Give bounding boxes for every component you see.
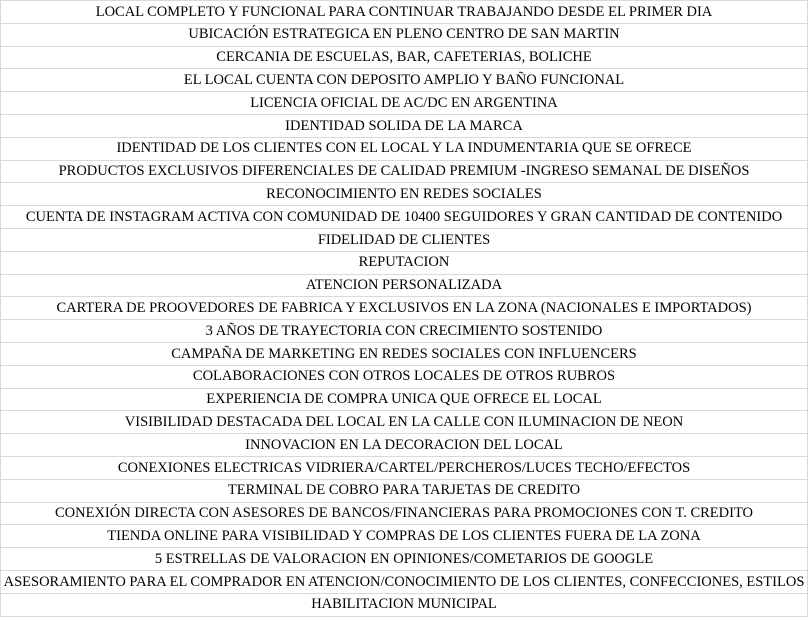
cell-value: EL LOCAL CUENTA CON DEPOSITO AMPLIO Y BAÑO FUNCIONAL — [183, 72, 625, 89]
cell-value: CONEXIONES ELECTRICAS VIDRIERA/CARTEL/PERCHEROS/LUCES TECHO/EFECTOS — [117, 459, 691, 476]
table-row[interactable] — [1, 594, 808, 617]
table-row[interactable] — [1, 571, 808, 594]
cell-value: LICENCIA OFICIAL DE AC/DC EN ARGENTINA — [250, 94, 558, 111]
table-row[interactable] — [1, 47, 808, 70]
table-row[interactable] — [1, 252, 808, 275]
table-row[interactable] — [1, 138, 808, 161]
cell-value: UBICACIÓN ESTRATEGICA EN PLENO CENTRO DE SAN MARTIN — [188, 26, 620, 43]
cell-value: 5 ESTRELLAS DE VALORACION EN OPINIONES/COMETARIOS DE GOOGLE — [154, 550, 654, 567]
cell-value: CARTERA DE PROOVEDORES DE FABRICA Y EXCLUSIVOS EN LA ZONA (NACIONALES E IMPORTADOS) — [56, 300, 752, 316]
cell-value: ATENCION PERSONALIZADA — [305, 277, 503, 294]
cell-value: 3 AÑOS DE TRAYECTORIA CON CRECIMIENTO SOSTENIDO — [205, 322, 603, 339]
table-row[interactable] — [1, 115, 808, 138]
cell-value: FIDELIDAD DE CLIENTES — [317, 231, 491, 248]
table-row[interactable] — [1, 411, 808, 434]
table-row[interactable] — [1, 183, 808, 206]
cell-value: ASESORAMIENTO PARA EL COMPRADOR EN ATENCION/CONOCIMIENTO DE LOS CLIENTES, CONFECCIONES, ESTILOS — [3, 573, 805, 590]
table-row[interactable] — [1, 366, 808, 389]
table-row[interactable] — [1, 161, 808, 184]
cell-value: VISIBILIDAD DESTACADA DEL LOCAL EN LA CALLE CON ILUMINACION DE NEON — [124, 413, 684, 430]
table-row[interactable] — [1, 69, 808, 92]
cell-value: CAMPAÑA DE MARKETING EN REDES SOCIALES CON INFLUENCERS — [171, 345, 637, 362]
cell-value: CERCANIA DE ESCUELAS, BAR, CAFETERIAS, BOLICHE — [216, 49, 592, 66]
cell-value: TIENDA ONLINE PARA VISIBILIDAD Y COMPRAS DE LOS CLIENTES FUERA DE LA ZONA — [107, 527, 701, 544]
table-row[interactable] — [1, 503, 808, 526]
table-row[interactable] — [1, 525, 808, 548]
cell-value: COLABORACIONES CON OTROS LOCALES DE OTROS RUBROS — [192, 368, 616, 385]
table-row[interactable] — [1, 320, 808, 343]
cell-value: PRODUCTOS EXCLUSIVOS DIFERENCIALES DE CALIDAD PREMIUM -INGRESO SEMANAL DE DISEÑOS — [58, 163, 750, 180]
table-row[interactable] — [1, 297, 808, 320]
cell-value: CONEXIÓN DIRECTA CON ASESORES DE BANCOS/FINANCIERAS PARA PROMOCIONES CON T. CREDITO — [54, 505, 754, 522]
table-row[interactable] — [1, 457, 808, 480]
cell-value: HABILITACION MUNICIPAL — [311, 596, 497, 613]
cell-value: CUENTA DE INSTAGRAM ACTIVA CON COMUNIDAD DE 10400 SEGUIDORES Y GRAN CANTIDAD DE CONTENIDO — [25, 208, 783, 225]
cell-value: IDENTIDAD DE LOS CLIENTES CON EL LOCAL Y LA INDUMENTARIA QUE SE OFRECE — [116, 140, 692, 157]
cell-value: REPUTACION — [358, 254, 450, 271]
table-row[interactable] — [1, 434, 808, 457]
table-row[interactable] — [1, 275, 808, 298]
cell-value: EXPERIENCIA DE COMPRA UNICA QUE OFRECE EL LOCAL — [206, 391, 602, 408]
table-row[interactable] — [1, 389, 808, 412]
cell-value: RECONOCIMIENTO EN REDES SOCIALES — [266, 186, 542, 203]
cell-value: IDENTIDAD SOLIDA DE LA MARCA — [285, 117, 523, 134]
cell-value: TERMINAL DE COBRO PARA TARJETAS DE CREDITO — [227, 482, 581, 499]
table-row[interactable] — [1, 24, 808, 47]
table-row[interactable] — [1, 206, 808, 229]
table-row[interactable] — [1, 92, 808, 115]
table-row[interactable] — [1, 548, 808, 571]
table-row[interactable] — [1, 343, 808, 366]
table-row[interactable] — [1, 480, 808, 503]
cell-value: LOCAL COMPLETO Y FUNCIONAL PARA CONTINUAR TRABAJANDO DESDE EL PRIMER DIA — [95, 3, 713, 20]
table-row[interactable] — [1, 229, 808, 252]
cell-value: INNOVACION EN LA DECORACION DEL LOCAL — [245, 436, 563, 453]
table-row[interactable] — [1, 1, 808, 24]
